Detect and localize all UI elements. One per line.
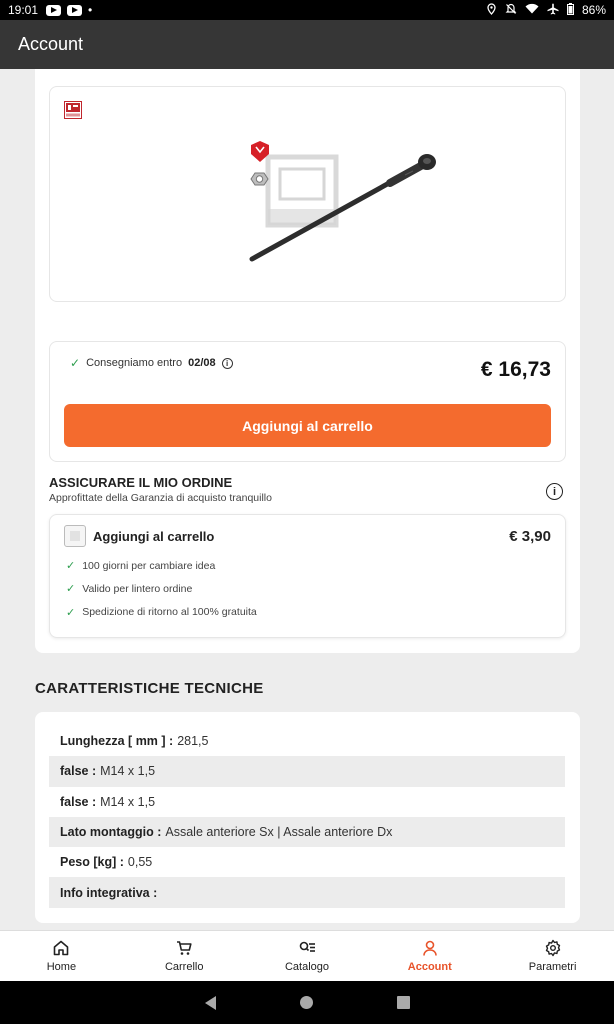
spec-value: Assale anteriore Sx | Assale anteriore Dx bbox=[165, 825, 393, 840]
insurance-option-label: Aggiungi al carrello bbox=[93, 529, 215, 544]
battery-icon bbox=[567, 3, 574, 18]
gear-icon bbox=[544, 939, 562, 957]
battery-percent: 86% bbox=[581, 3, 606, 17]
insurance-info-icon[interactable]: i bbox=[546, 483, 563, 500]
nav-account[interactable] bbox=[368, 931, 491, 981]
benefit-text: Valido per lintero ordine bbox=[82, 582, 193, 595]
person-icon bbox=[421, 939, 439, 957]
location-icon bbox=[486, 3, 497, 18]
nav-label: Account bbox=[407, 961, 452, 973]
nav-catalog[interactable] bbox=[246, 931, 369, 981]
nav-label: Parametri bbox=[528, 961, 577, 973]
spec-value: M14 x 1,5 bbox=[100, 764, 156, 779]
spec-label: false : bbox=[60, 764, 97, 779]
home-circle-icon[interactable] bbox=[300, 996, 313, 1009]
spec-label: false : bbox=[60, 794, 97, 809]
product-image-card[interactable] bbox=[49, 86, 566, 302]
info-icon[interactable]: i bbox=[222, 358, 233, 369]
nav-label: Catalogo bbox=[284, 961, 330, 973]
back-icon[interactable] bbox=[205, 996, 216, 1010]
wifi-icon bbox=[525, 3, 539, 17]
app-bar bbox=[0, 20, 614, 69]
table-row bbox=[49, 817, 565, 847]
benefit-text: 100 giorni per cambiare idea bbox=[82, 559, 216, 572]
delivery-info bbox=[70, 356, 233, 370]
table-row bbox=[49, 877, 565, 907]
product-price: € 16,73 bbox=[480, 358, 551, 381]
price-card bbox=[49, 341, 566, 462]
nav-label: Home bbox=[46, 961, 77, 973]
spec-label: Lato montaggio : bbox=[60, 825, 162, 840]
insurance-option-price: € 3,90 bbox=[509, 528, 551, 545]
check-icon: ✓ bbox=[66, 560, 76, 573]
list-item bbox=[66, 554, 257, 577]
brand-logo-icon bbox=[64, 101, 82, 119]
insurance-option-card[interactable] bbox=[49, 514, 566, 638]
product-card bbox=[35, 69, 580, 653]
spec-label: Info integrativa : bbox=[60, 885, 158, 900]
recent-apps-icon[interactable] bbox=[397, 996, 410, 1009]
notifications-off-icon bbox=[505, 3, 517, 18]
cart-icon bbox=[175, 939, 193, 957]
youtube-notification-icon bbox=[46, 5, 61, 16]
check-icon: ✓ bbox=[70, 356, 81, 370]
table-row bbox=[49, 756, 565, 786]
table-row bbox=[49, 787, 565, 817]
tech-specs-card bbox=[35, 712, 580, 923]
tech-section-title: CARATTERISTICHE TECNICHE bbox=[35, 680, 264, 697]
insurance-title: ASSICURARE IL MIO ORDINE bbox=[49, 475, 233, 490]
table-row bbox=[49, 726, 565, 756]
delivery-date: 02/08 bbox=[188, 357, 216, 369]
more-notifications-dot: • bbox=[88, 3, 93, 17]
insurance-benefits bbox=[66, 554, 257, 624]
list-item bbox=[66, 577, 257, 600]
app-bar-title: Account bbox=[18, 34, 84, 54]
system-navigation-bar bbox=[0, 981, 614, 1024]
insurance-subtitle: Approfittate della Garanzia di acquisto tranquillo bbox=[49, 492, 272, 504]
delivery-text: Consegniamo entro bbox=[86, 357, 183, 369]
add-to-cart-button[interactable]: Aggiungi al carrello bbox=[64, 404, 551, 447]
catalog-icon bbox=[298, 939, 316, 957]
status-time: 19:01 bbox=[8, 3, 39, 17]
check-icon: ✓ bbox=[66, 606, 76, 619]
spec-label: Peso [kg] : bbox=[60, 855, 124, 870]
bottom-navigation bbox=[0, 930, 614, 981]
spec-value: 281,5 bbox=[177, 734, 209, 749]
airplane-icon bbox=[547, 3, 559, 18]
home-icon bbox=[52, 939, 70, 957]
youtube-notification-icon-2 bbox=[67, 5, 82, 16]
nav-label: Carrello bbox=[164, 961, 204, 973]
check-icon: ✓ bbox=[66, 583, 76, 596]
nav-home[interactable] bbox=[0, 931, 123, 981]
scroll-content[interactable] bbox=[0, 69, 614, 930]
table-row bbox=[49, 847, 565, 877]
spec-value: 0,55 bbox=[127, 855, 153, 870]
status-bar bbox=[0, 0, 614, 20]
nav-cart[interactable] bbox=[123, 931, 246, 981]
insurance-checkbox[interactable] bbox=[64, 525, 86, 547]
benefit-text: Spedizione di ritorno al 100% gratuita bbox=[82, 606, 257, 619]
list-item bbox=[66, 601, 257, 624]
product-image bbox=[180, 117, 440, 267]
spec-label: Lunghezza [ mm ] : bbox=[60, 734, 174, 749]
spec-value: M14 x 1,5 bbox=[100, 794, 156, 809]
nav-settings[interactable] bbox=[491, 931, 614, 981]
